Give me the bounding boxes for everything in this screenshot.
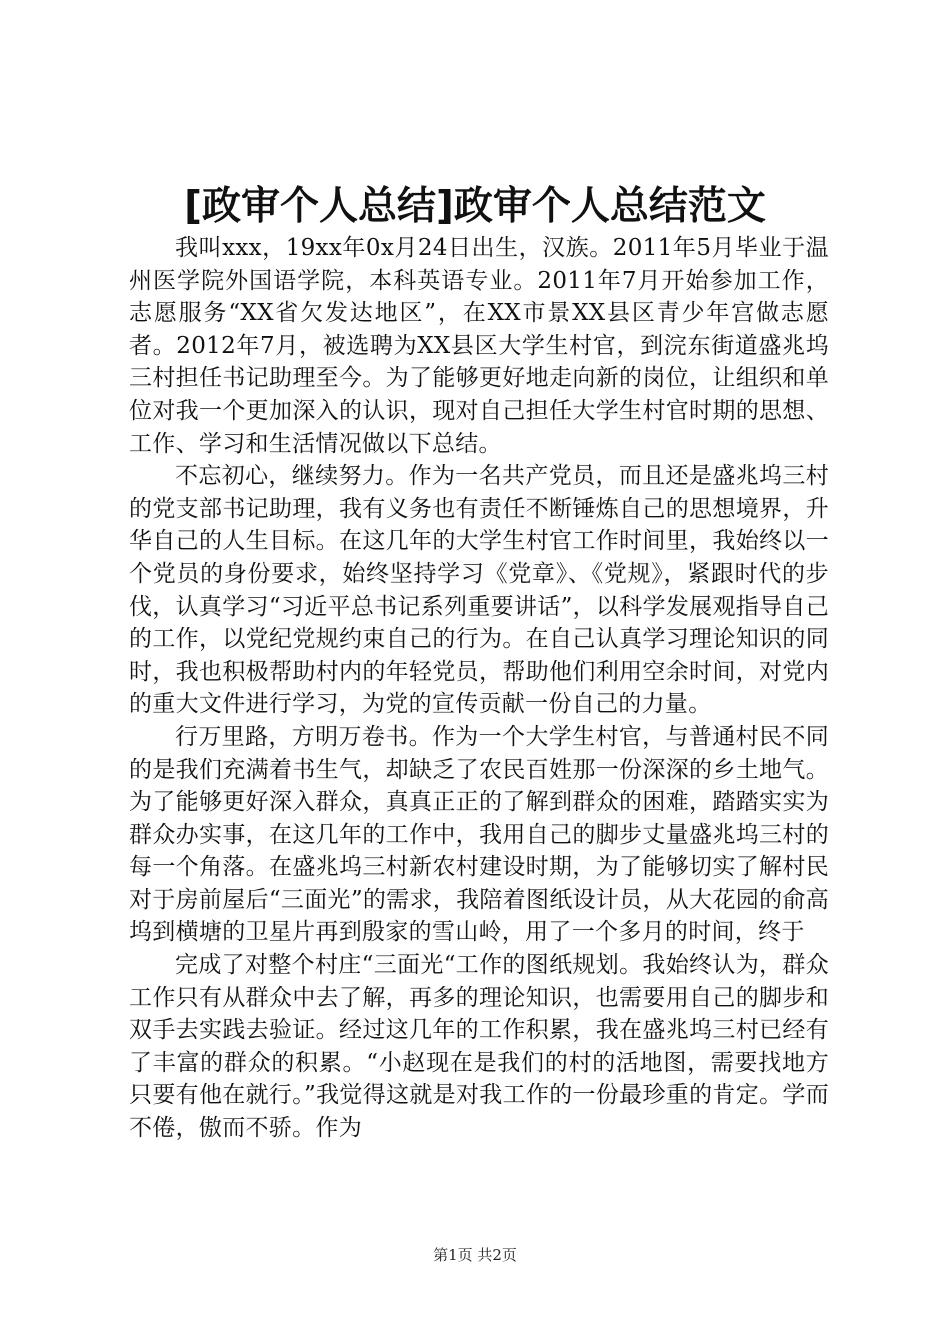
paragraph-4: 完成了对整个村庄“三面光“工作的图纸规划。我始终认为，群众工作只有从群众中去了解，再多的理论知识，也需要用自己的脚步和双手去实践去验证。经过这几年的工作积累，我在盛兆坞三村已经有了丰富的群众的积累。“小赵现在是我们的村的活地图，需要找地方只要有他在就行。”我觉得这就是对我工作的一份最珍重的肯定。学而不倦，傲而不骄。作为 [129, 952, 829, 1142]
page-number-footer: 第1页 共2页 [433, 1246, 517, 1264]
paragraph-3: 行万里路，方明万卷书。作为一个大学生村官，与普通村民不同的是我们充满着书生气，却缺乏了农民百姓那一份深深的乡土地气。为了能够更好深入群众，真真正正的了解到群众的困难，踏踏实实为群众办实事，在这几年的工作中，我用自己的脚步丈量盛兆坞三村的每一个角落。在盛兆坞三村新农村建设时期，为了能够切实了解村民对于房前屋后“三面光”的需求，我陪着图纸设计员，从大花园的俞高坞到横塘的卫星片再到殷家的雪山岭，用了一个多月的时间，终于 [129, 723, 829, 946]
paragraph-1: 我叫xxx，19xx年0x月24日出生，汉族。2011年5月毕业于温州医学院外国语学院，本科英语专业。2011年7月开始参加工作，志愿服务“XX省欠发达地区”，在XX市景XX县区青少年宫做志愿者。2012年7月，被选聘为XX县区大学生村官，到浣东街道盛兆坞三村担任书记助理至今。为了能够更好地走向新的岗位，让组织和单位对我一个更加深入的认识，现对自己担任大学生村官时期的思想、工作、学习和生活情况做以下总结。 [129, 235, 829, 457]
paragraph-2: 不忘初心，继续努力。作为一名共产党员，而且还是盛兆坞三村的党支部书记助理，我有义务也有责任不断锤炼自己的思想境界，升华自己的人生目标。在这几年的大学生村官工作时间里，我始终以一个党员的身份要求，始终坚持学习《党章》、《党规》，紧跟时代的步伐，认真学习“习近平总书记系列重要讲话”，以科学发展观指导自己的工作，以党纪党规约束自己的行为。在自己认真学习理论知识的同时，我也积极帮助村内的年轻党员，帮助他们利用空余时间，对党内的重大文件进行学习，为党的宣传贡献一份自己的力量。 [129, 463, 829, 718]
document-title: [政审个人总结]政审个人总结范文 [184, 184, 766, 229]
document-body [129, 232, 829, 1145]
